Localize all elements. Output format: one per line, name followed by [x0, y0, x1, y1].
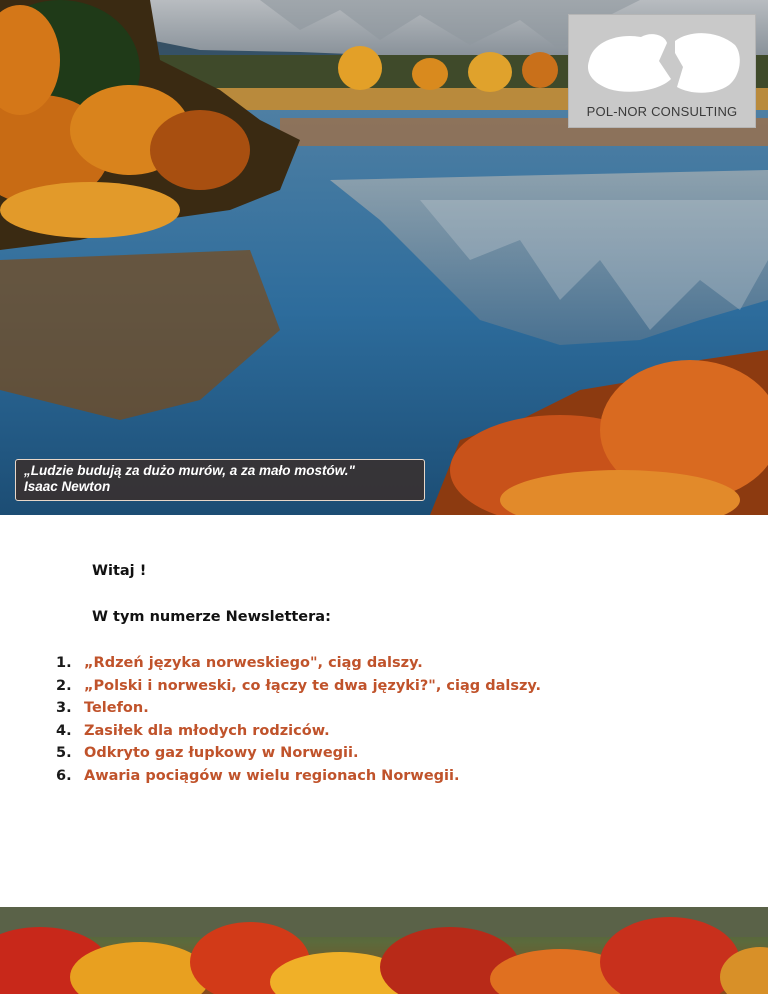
- toc-text: Zasiłek dla młodych rodziców.: [84, 722, 330, 739]
- autumn-foliage-illustration: [0, 907, 768, 994]
- toc-text: Telefon.: [84, 700, 149, 717]
- toc-number: 1.: [56, 655, 72, 671]
- footer-foliage-image: [0, 907, 768, 994]
- toc-number: 4.: [56, 722, 72, 739]
- toc-item: [56, 742, 541, 765]
- toc-text: Odkryto gaz łupkowy w Norwegii.: [84, 745, 359, 762]
- toc-text: „Rdzeń języka norweskiego", ciąg dalszy.: [84, 655, 423, 671]
- company-name: POL-NOR CONSULTING: [586, 104, 738, 119]
- greeting: Witaj !: [92, 563, 147, 579]
- toc-number: 5.: [56, 745, 72, 762]
- company-logo: [568, 14, 756, 128]
- toc-item: [56, 720, 541, 743]
- toc-text: Awaria pociągów w wielu regionach Norwegii.: [84, 767, 460, 784]
- newsletter-intro: W tym numerze Newslettera:: [92, 609, 331, 625]
- quote-banner: [15, 459, 425, 501]
- quote-text: „Ludzie budują za dużo murów, a za mało mostów.": [24, 463, 355, 478]
- table-of-contents: [56, 652, 541, 788]
- quote-author: Isaac Newton: [24, 479, 111, 494]
- toc-number: 2.: [56, 677, 72, 694]
- toc-text: „Polski i norweski, co łączy te dwa języki?", ciąg dalszy.: [84, 677, 542, 694]
- split-map-logo-icon: [579, 21, 745, 105]
- toc-item: [56, 652, 541, 675]
- toc-number: 3.: [56, 700, 72, 717]
- toc-number: 6.: [56, 767, 72, 784]
- toc-item: [56, 697, 541, 720]
- toc-item: [56, 765, 541, 788]
- toc-item: [56, 675, 541, 698]
